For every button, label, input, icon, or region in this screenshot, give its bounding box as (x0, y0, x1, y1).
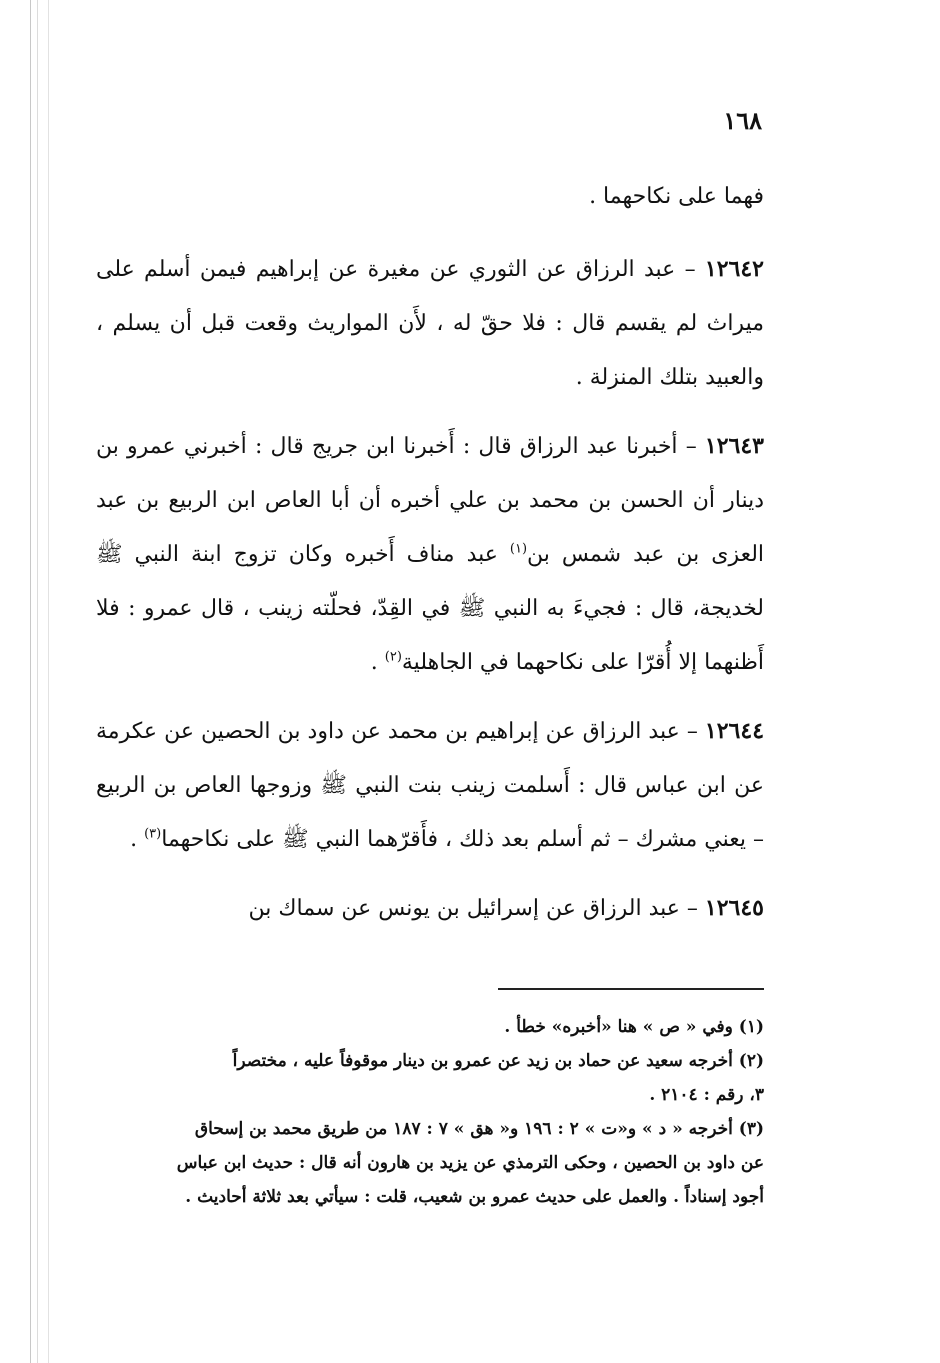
paragraph-continuation (96, 170, 764, 224)
footnote-divider (498, 988, 764, 990)
footnote-ref-2: (٢) (384, 649, 402, 665)
hadith-text: – أخبرنا عبد الرزاق قال : أَخبرنا ابن جريج قال : أخبرني عمرو بن دينار أن الحسن بن محمد بن علي أخبره أن أبا العاص ابن الربيع بن عبد العزى بن عبد شمس بن (96, 434, 765, 567)
scan-edge-line (37, 0, 38, 1363)
hadith-text-end: . (130, 827, 138, 852)
footnote-3-continued: أجود إسناداً . والعمل على حديث عمرو بن شعيب، قلت : سيأتي بعد ثلاثة أحاديث . (185, 1187, 764, 1207)
hadith-12644 (96, 704, 764, 867)
hadith-number: ١٢٦٤٢ (704, 256, 764, 282)
footnote-ref-3: (٣) (144, 826, 162, 842)
body-text (96, 170, 764, 950)
hadith-text: – عبد الرزاق عن الثوري عن مغيرة عن إبراهيم فيمن أسلم على ميراث لم يقسم قال : فلا حقّ له ، لأَن المواريث وقعت قبل أن يسلم ، والعبيد بتلك المنزلة . (96, 257, 764, 390)
hadith-12642 (96, 242, 764, 405)
hadith-12645 (96, 881, 764, 936)
hadith-number: ١٢٦٤٤ (704, 718, 765, 744)
footnote-1: (١) وفي « ص » هنا «أخبره» خطأ . (504, 1017, 764, 1037)
scan-edge-line (48, 0, 49, 1363)
scan-edge-line (30, 0, 31, 1363)
footnote-3: (٣) أخرجه « د » و«ت » ٢ : ١٩٦ و« هق » ٧ : ١٨٧ من طريق محمد بن إسحاق (194, 1119, 764, 1139)
hadith-number: ١٢٦٤٥ (704, 895, 764, 921)
hadith-text: – عبد الرزاق عن إبراهيم بن محمد عن داود بن الحصين عن عكرمة عن ابن عباس قال : أَسلمت زينب بنت النبي ﷺ وزوجها العاص بن الربيع – يعني مشرك – ثم أسلم بعد ذلك ، فأَقرّهما النبي ﷺ على نكاحهما (96, 719, 764, 852)
hadith-text: عبد مناف أَخبره وكان تزوج ابنة النبي ﷺ لخديجة، قال : فجيءَ به النبي ﷺ في القِدّ، فحلّته زينب ، قال عمرو : فلا أَظنهما إلا أُقرّا على نكاحهما في الجاهلية (96, 542, 764, 675)
page-number: ١٦٨ (723, 106, 762, 135)
paragraph-text: فهما على نكاحهما . (589, 184, 764, 209)
hadith-number: ١٢٦٤٣ (704, 433, 764, 459)
footnote-2-continued: ٣، رقم : ٢١٠٤ . (649, 1085, 764, 1105)
footnote-3-continued: عن داود بن الحصين ، وحكى الترمذي عن يزيد بن هارون أنه قال : حديث ابن عباس (176, 1153, 764, 1173)
hadith-text-end: . (370, 650, 378, 675)
footnote-ref-1: (١) (509, 541, 528, 557)
footnotes (100, 1010, 764, 1214)
hadith-text: – عبد الرزاق عن إسرائيل بن يونس عن سماك بن (248, 896, 698, 921)
footnote-2: (٢) أخرجه سعيد عن حماد بن زيد عن عمرو بن دينار موقوفاً عليه ، مختصراً (232, 1051, 764, 1071)
hadith-12643 (96, 419, 764, 690)
